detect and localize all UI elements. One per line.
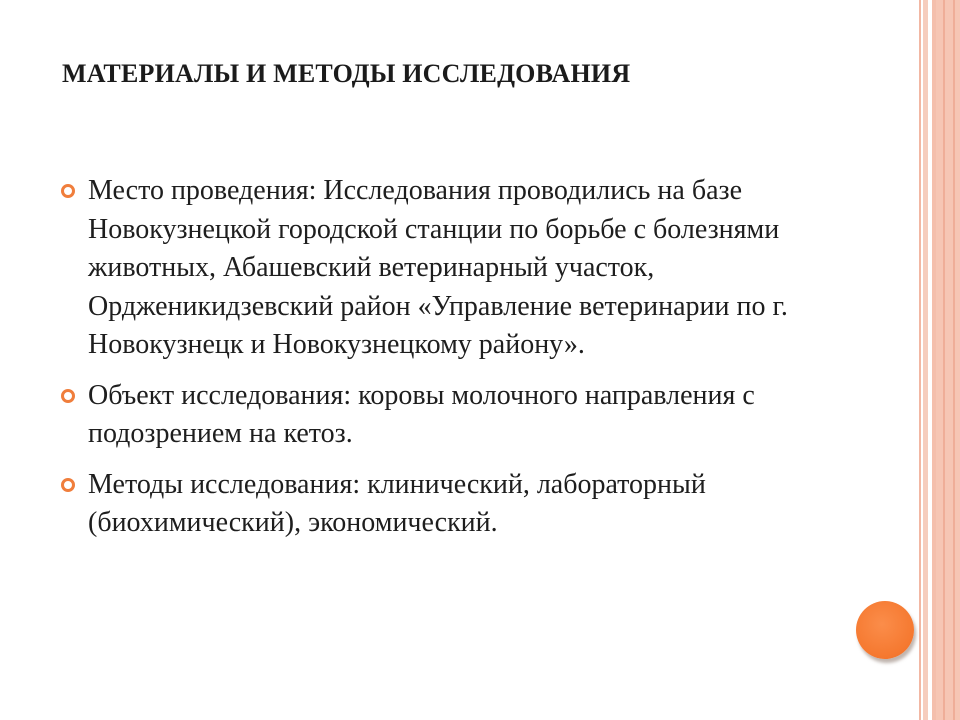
circle-bullet-icon (61, 389, 75, 403)
slide-title: МАТЕРИАЛЫ И МЕТОДЫ ИССЛЕДОВАНИЯ (62, 59, 631, 88)
circle-bullet-icon (61, 478, 75, 492)
bullet-text: Место проведения: Исследования проводились на базе Новокузнецкой городской станции по борьбе с болезнями животных, Абашевский ветеринарный участок, Ордженикидзевский район «Управление ветеринарии по г. Новокузнецк и Новокузнецкому району». (88, 175, 788, 360)
bullet-list (60, 172, 890, 555)
bullet-item-location (60, 172, 890, 365)
circle-bullet-icon (61, 184, 75, 198)
edge-stripe (936, 0, 960, 720)
bullet-text: Методы исследования: клинический, лабораторный (биохимический), экономический. (88, 468, 706, 538)
bullet-item-methods (60, 466, 890, 543)
edge-stripe (943, 0, 945, 720)
bullet-text: Объект исследования: коровы молочного направления с подозрением на кетоз. (88, 379, 755, 449)
edge-stripe (953, 0, 955, 720)
edge-stripe (919, 0, 921, 720)
orange-circle-icon (856, 601, 914, 659)
bullet-item-object (60, 377, 890, 454)
